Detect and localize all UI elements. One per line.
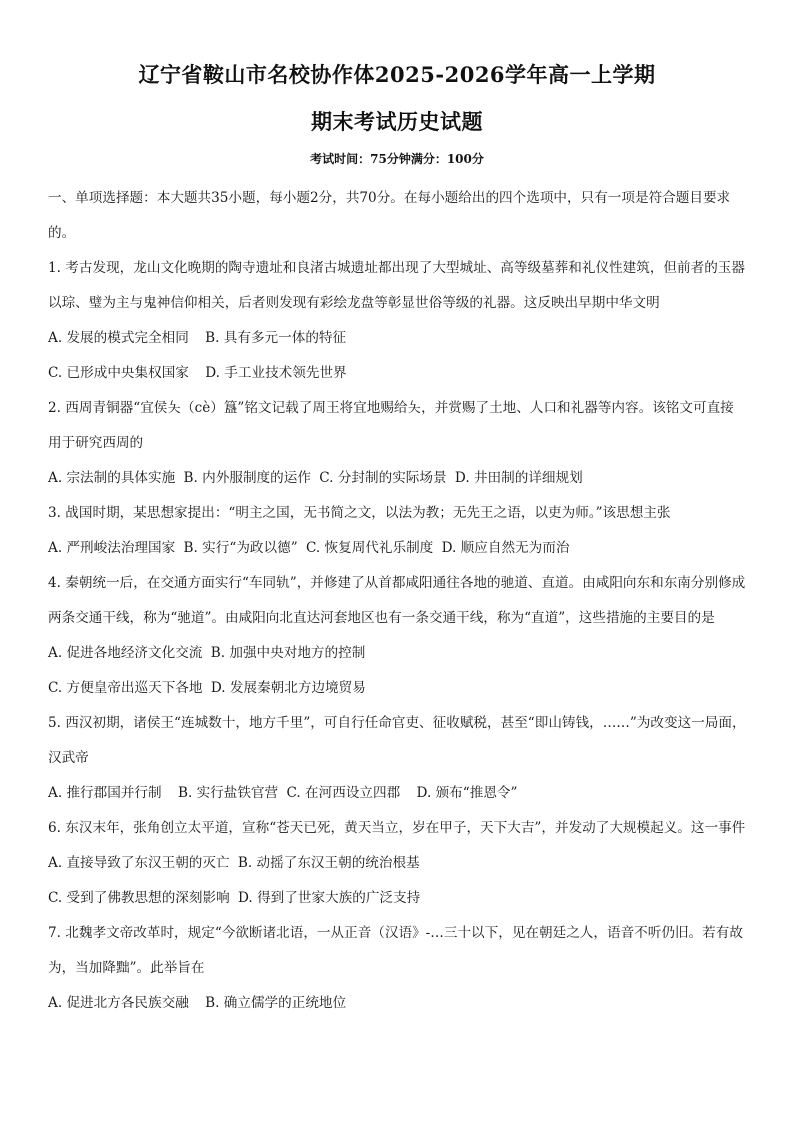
question-stem: 4. 秦朝统一后，在交通方面实行“车同轨”，并修建了从首都咸阳通往各地的驰道、直道。由咸阳向东和东南分别修成两条交通干线，称为“驰道”。由咸阳向北直达河套地区也有一条交通干线，称为“直道”，这些措施的主要目的是 bbox=[48, 575, 746, 626]
option-d: D. 顺应自然无为而治 bbox=[441, 540, 570, 556]
options-row bbox=[48, 846, 746, 881]
option-a: A. 发展的模式完全相同 bbox=[48, 330, 189, 346]
options-row bbox=[48, 321, 746, 356]
question-stem: 3. 战国时期，某思想家提出：“明主之国，无书简之文，以法为教；无先王之语，以吏为师。”该思想主张 bbox=[48, 505, 671, 521]
document-title-line1: 辽宁省鞍山市名校协作体2025-2026学年高一上学期 bbox=[138, 62, 656, 87]
option-b: B. 加强中央对地方的控制 bbox=[210, 645, 366, 661]
options-row bbox=[48, 986, 746, 1021]
question-stem: 1. 考古发现，龙山文化晚期的陶寺遗址和良渚古城遗址都出现了大型城址、高等级墓葬和礼仪性建筑，但前者的玉器以琮、璧为主与鬼神信仰相关，后者则发现有彩绘龙盘等彰显世俗等级的礼器。这反映出早期中华文明 bbox=[48, 260, 745, 311]
option-c: C. 方便皇帝出巡天下各地 bbox=[48, 680, 203, 696]
option-c: C. 受到了佛教思想的深刻影响 bbox=[48, 890, 230, 906]
option-a: A. 推行郡国并行制 bbox=[48, 785, 162, 801]
option-b: B. 内外服制度的运作 bbox=[183, 470, 311, 486]
option-a: A. 宗法制的具体实施 bbox=[48, 470, 176, 486]
option-c: C. 已形成中央集权国家 bbox=[48, 365, 189, 381]
option-c: C. 在河西设立四郡 bbox=[286, 785, 401, 801]
question-stem: 7. 北魏孝文帝改革时，规定“今欲断诸北语，一从正音（汉语》-…三十以下，见在朝廷之人，语音不听仍旧。若有故为，当加降黜”。此举旨在 bbox=[48, 925, 743, 976]
option-d: D. 发展秦朝北方边境贸易 bbox=[210, 680, 366, 696]
option-a: A. 促进各地经济文化交流 bbox=[48, 645, 203, 661]
options-row bbox=[48, 531, 746, 566]
option-a: A. 促进北方各民族交融 bbox=[48, 995, 189, 1011]
option-b: B. 实行“为政以德” bbox=[183, 540, 298, 556]
exam-content bbox=[48, 181, 746, 1021]
option-d: D. 手工业技术领先世界 bbox=[205, 365, 347, 381]
option-d: D. 得到了世家大族的广泛支持 bbox=[238, 890, 421, 906]
document-title-line2: 期末考试历史试题 bbox=[311, 109, 483, 134]
option-b: B. 具有多元一体的特征 bbox=[205, 330, 347, 346]
section-intro: 一、单项选择题：本大题共35小题，每小题2分，共70分。在每小题给出的四个选项中，只有一项是符合题目要求的。 bbox=[48, 190, 731, 241]
option-c: C. 分封制的实际场景 bbox=[319, 470, 447, 486]
option-a: A. 直接导致了东汉王朝的灭亡 bbox=[48, 855, 230, 871]
question-stem: 6. 东汉末年，张角创立太平道，宣称“苍天已死，黄天当立，岁在甲子，天下大吉”，并发动了大规模起义。这一事件 bbox=[48, 820, 746, 836]
options-row bbox=[48, 776, 746, 811]
option-c: C. 恢复周代礼乐制度 bbox=[305, 540, 434, 556]
option-a: A. 严刑峻法治理国家 bbox=[48, 540, 176, 556]
option-d: D. 井田制的详细规划 bbox=[454, 470, 583, 486]
option-b: B. 实行盐铁官营 bbox=[177, 785, 279, 801]
options-row bbox=[48, 356, 746, 391]
exam-info: 考试时间：75分钟满分：100分 bbox=[310, 152, 484, 166]
options-row bbox=[48, 461, 746, 496]
question-stem: 5. 西汉初期，诸侯王“连城数十，地方千里”，可自行任命官吏、征收赋税，甚至“即山铸钱，……”为改变这一局面，汉武帝 bbox=[48, 715, 746, 766]
option-d: D. 颁布“推恩令” bbox=[416, 785, 518, 801]
option-b: B. 确立儒学的正统地位 bbox=[205, 995, 347, 1011]
question-stem: 2. 西周青铜器“宜侯夨（cè）簋”铭文记载了周王将宜地赐给夨，并赏赐了土地、人口和礼器等内容。该铭文可直接用于研究西周的 bbox=[48, 400, 734, 451]
options-row bbox=[48, 881, 746, 916]
options-row bbox=[48, 671, 746, 706]
option-b: B. 动摇了东汉王朝的统治根基 bbox=[237, 855, 420, 871]
options-row bbox=[48, 636, 746, 671]
